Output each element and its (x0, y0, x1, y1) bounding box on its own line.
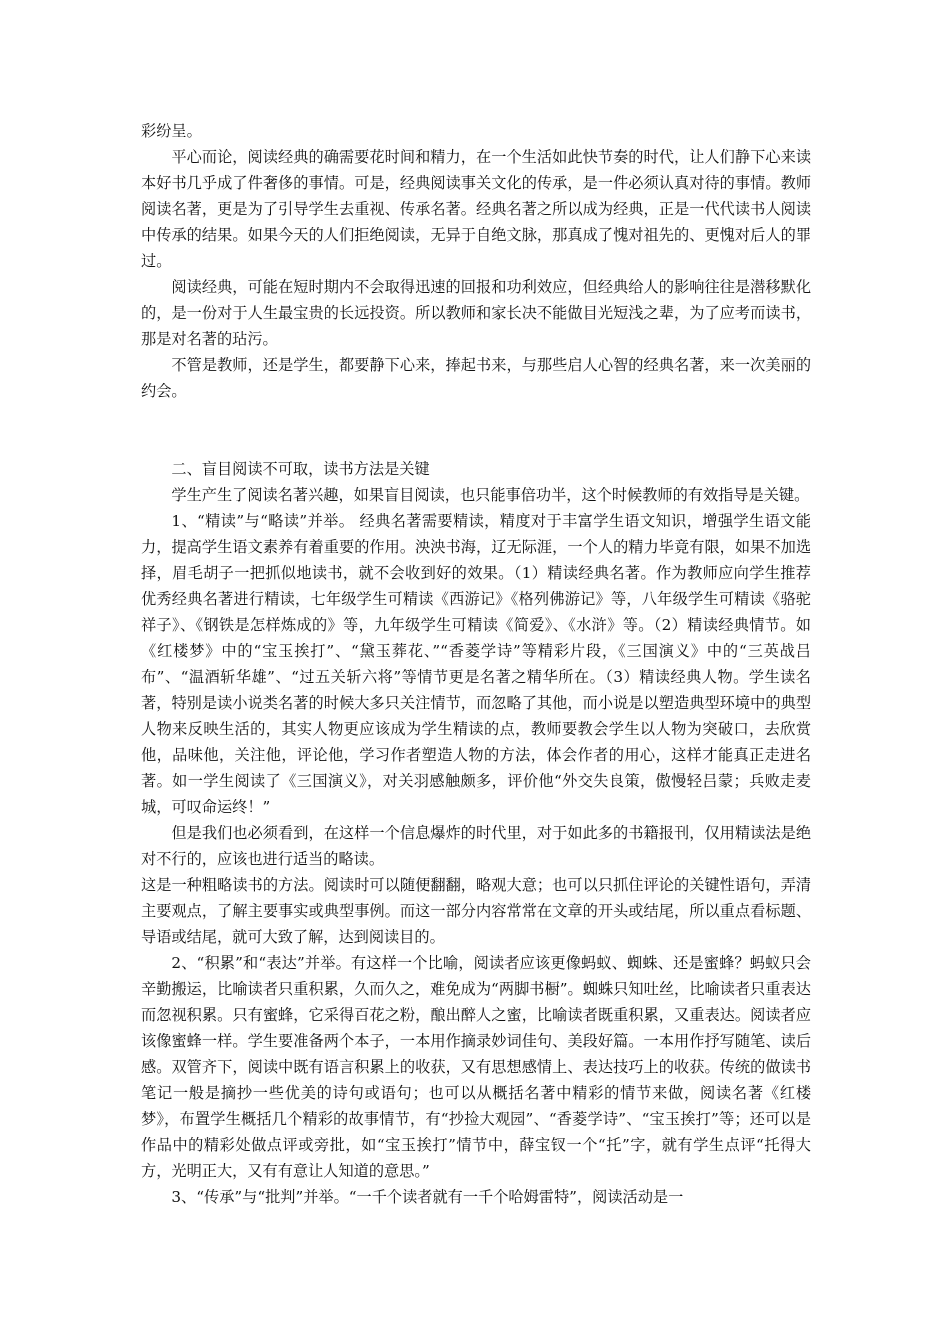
paragraph: 但是我们也必须看到，在这样一个信息爆炸的时代里，对于如此多的书籍报刊，仅用精读法是绝对不行的，应该也进行适当的略读。 (141, 824, 811, 868)
paragraph: 1、“精读”与“略读”并举。 经典名著需要精读，精度对于丰富学生语文知识，增强学生语文能力，提高学生语文素养有着重要的作用。泱泱书海，辽无际涯，一个人的精力毕竟有限，如果不加选择，眉毛胡子一把抓似地读书，就不会收到好的效果。（1）精读经典名著。作为教师应向学生推荐优秀经典名著进行精读，七年级学生可精读《西游记》《格列佛游记》等，八年级学生可精读《骆驼祥子》、《钢铁是怎样炼成的》等，九年级学生可精读《简爱》、《水浒》等。（2）精读经典情节。如《红楼梦》中的“宝玉挨打”、“黛玉葬花、”“香菱学诗”等精彩片段，《三国演义》中的“三英战吕布”、“温酒斩华雄”、“过五关斩六将”等情节更是名著之精华所在。（3）精读经典人物。学生读名著，特别是读小说类名著的时候大多只关注情节，而忽略了其他，而小说是以塑造典型环境中的典型人物来反映生活的，其实人物更应该成为学生精读的点，教师要教会学生以人物为突破口，去欣赏他，品味他，关注他，评论他，学习作者塑造人物的方法，体会作者的用心，这样才能真正走进名著。如一学生阅读了《三国演义》，对关羽感触颇多，评价他“外交失良策，傲慢轻吕蒙；兵败走麦城，可叹命运终！” (141, 512, 811, 816)
document-page (141, 118, 811, 1210)
paragraph: 彩纷呈。 (141, 122, 202, 140)
paragraph: 阅读经典，可能在短时期内不会取得迅速的回报和功利效应，但经典给人的影响往往是潜移默化的，是一份对于人生最宝贵的长远投资。所以教师和家长决不能做目光短浅之辈，为了应考而读书，那是对名著的玷污。 (141, 278, 811, 348)
paragraph: 不管是教师，还是学生，都要静下心来，捧起书来，与那些启人心智的经典名著，来一次美丽的约会。 (141, 356, 811, 400)
paragraph: 平心而论，阅读经典的确需要花时间和精力，在一个生活如此快节奏的时代，让人们静下心来读本好书几乎成了件奢侈的事情。可是，经典阅读事关文化的传承，是一件必须认真对待的事情。教师阅读名著，更是为了引导学生去重视、传承名著。经典名著之所以成为经典，正是一代代读书人阅读中传承的结果。如果今天的人们拒绝阅读，无异于自绝文脉，那真成了愧对祖先的、更愧对后人的罪过。 (141, 148, 811, 270)
paragraph: 3、“传承”与“批判”并举。“一千个读者就有一千个哈姆雷特”，阅读活动是一 (171, 1188, 684, 1206)
section-gap (141, 404, 811, 456)
section-heading: 二、盲目阅读不可取，读书方法是关键 (171, 460, 430, 478)
paragraph: 这是一种粗略读书的方法。阅读时可以随便翻翻，略观大意；也可以只抓住评论的关键性语句，弄清主要观点，了解主要事实或典型事例。而这一部分内容常常在文章的开头或结尾，所以重点看标题、导语或结尾，就可大致了解，达到阅读目的。 (141, 876, 811, 946)
paragraph: 2、“积累”和“表达”并举。有这样一个比喻，阅读者应该更像蚂蚁、蜘蛛、还是蜜蜂？蚂蚁只会辛勤搬运，比喻读者只重积累，久而久之，难免成为“两脚书橱”。蜘蛛只知吐丝，比喻读者只重表达而忽视积累。只有蜜蜂，它采得百花之粉，酿出醉人之蜜，比喻读者既重积累，又重表达。阅读者应该像蜜蜂一样。学生要准备两个本子，一本用作摘录妙词佳句、美段好篇。一本用作抒写随笔、读后感。双管齐下，阅读中既有语言积累上的收获，又有思想感情上、表达技巧上的收获。传统的做读书笔记一般是摘抄一些优美的诗句或语句；也可以从概括名著中精彩的情节来做，阅读名著《红楼梦》，布置学生概括几个精彩的故事情节，有“抄捡大观园”、“香菱学诗”、“宝玉挨打”等；还可以是作品中的精彩处做点评或旁批，如“宝玉挨打”情节中，薛宝钗一个“托”字，就有学生点评“托得大方，光明正大，又有有意让人知道的意思。” (141, 954, 811, 1180)
paragraph: 学生产生了阅读名著兴趣，如果盲目阅读，也只能事倍功半，这个时候教师的有效指导是关键。 (171, 486, 810, 504)
